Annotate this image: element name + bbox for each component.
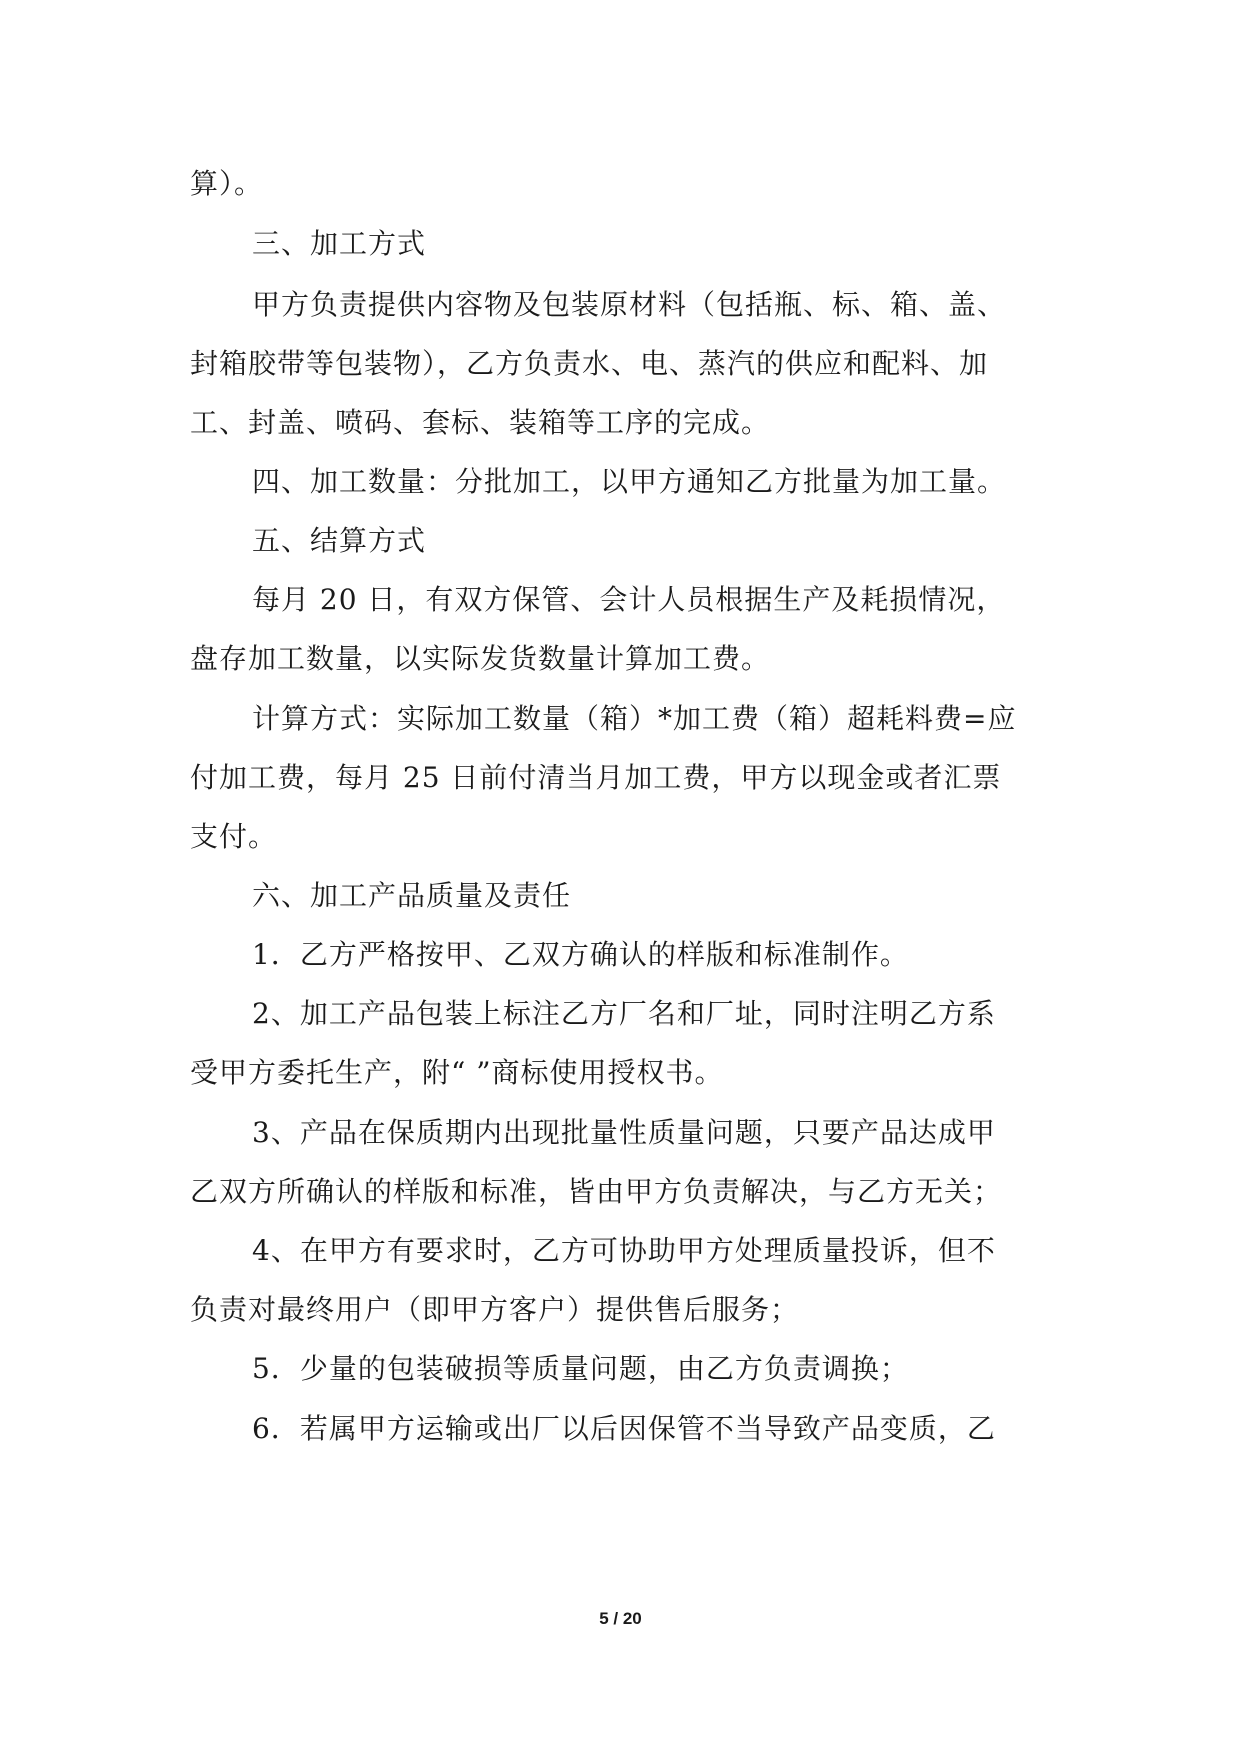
page-number: 5 / 20 <box>599 1609 642 1628</box>
list-item: 6．若属甲方运输或出厂以后因保管不当导致产品变质，乙 <box>252 1412 996 1445</box>
paragraph-line: 受甲方委托生产，附“ ”商标使用授权书。 <box>190 1056 724 1089</box>
list-item: 1．乙方严格按甲、乙双方确认的样版和标准制作。 <box>252 938 909 971</box>
section-heading: 六、加工产品质量及责任 <box>252 879 572 912</box>
paragraph-line: 付加工费，每月 25 日前付清当月加工费，甲方以现金或者汇票 <box>190 761 1002 794</box>
section-heading: 三、加工方式 <box>252 227 427 260</box>
list-item: 5．少量的包装破损等质量问题，由乙方负责调换； <box>252 1352 909 1385</box>
section-heading: 五、结算方式 <box>252 524 427 557</box>
paragraph-line: 工、封盖、喷码、套标、装箱等工序的完成。 <box>190 406 771 439</box>
list-item: 3、产品在保质期内出现批量性质量问题，只要产品达成甲 <box>252 1116 996 1149</box>
paragraph-line: 封箱胶带等包装物），乙方负责水、电、蒸汽的供应和配料、加 <box>190 347 989 380</box>
paragraph-line: 甲方负责提供内容物及包装原材料（包括瓶、标、箱、盖、 <box>252 288 1007 321</box>
section-heading: 四、加工数量：分批加工，以甲方通知乙方批量为加工量。 <box>252 465 1007 498</box>
paragraph-line: 负责对最终用户（即甲方客户）提供售后服务； <box>190 1293 800 1326</box>
list-item: 2、加工产品包装上标注乙方厂名和厂址，同时注明乙方系 <box>252 997 996 1030</box>
paragraph-line: 算）。 <box>190 167 264 200</box>
paragraph-line: 支付。 <box>190 820 278 853</box>
list-item: 4、在甲方有要求时，乙方可协助甲方处理质量投诉，但不 <box>252 1234 996 1267</box>
paragraph-line: 每月 20 日，有双方保管、会计人员根据生产及耗损情况， <box>252 583 1006 616</box>
paragraph-line: 盘存加工数量，以实际发货数量计算加工费。 <box>190 642 771 675</box>
paragraph-line: 计算方式：实际加工数量（箱）*加工费（箱）超耗料费=应 <box>252 702 1017 735</box>
paragraph-line: 乙双方所确认的样版和标准，皆由甲方负责解决，与乙方无关； <box>190 1175 1003 1208</box>
